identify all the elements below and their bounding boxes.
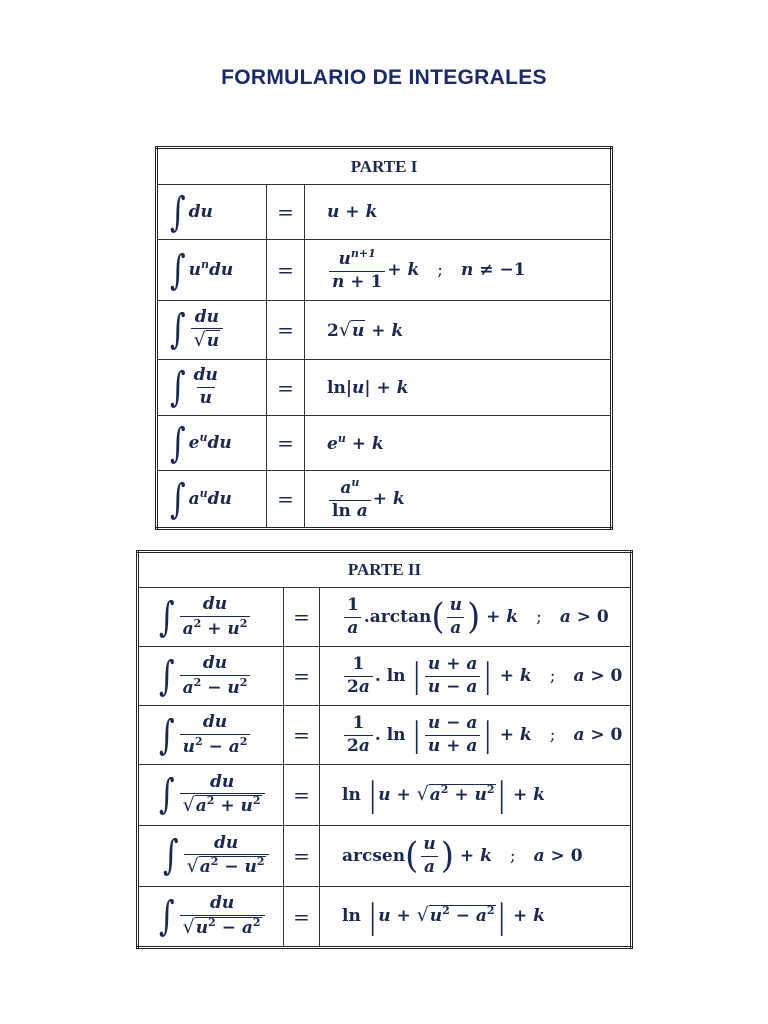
equals-sign: = (267, 185, 305, 240)
equals-sign: = (284, 765, 320, 826)
formula-row (138, 826, 632, 887)
formula-row (157, 240, 612, 301)
result-cell: 2√u + k (305, 301, 612, 360)
result-cell: $\frac{1}{2a}$ . ln | $\frac{u + a}{u - a}$ | + k ; a > 0 (320, 647, 632, 706)
formula-row (157, 185, 612, 240)
result-cell: $\frac{1}{2a}$ . ln | $\frac{u - a}{u + a}$ | + k ; a > 0 (320, 706, 632, 765)
integral-cell: ∫ $\frac{du}{u}$ (157, 360, 267, 416)
integral-cell: ∫ $a^udu$ (157, 471, 267, 529)
formula-row (157, 416, 612, 471)
formula-row (157, 301, 612, 360)
equals-sign: = (267, 471, 305, 529)
equals-sign: = (284, 706, 320, 765)
integral-cell: ∫ $\frac{du}{u^2 - a^2}$ (138, 706, 284, 765)
result-cell: ln|u| + k (305, 360, 612, 416)
parte-2-heading: PARTE II (138, 552, 632, 588)
equals-sign: = (267, 301, 305, 360)
result-cell: u + k (305, 185, 612, 240)
integral-cell: ∫ $\frac{du}{a^2 + u^2}$ (138, 588, 284, 647)
equals-sign: = (267, 416, 305, 471)
parte-1-table (155, 146, 613, 530)
formula-row (138, 765, 632, 826)
result-cell: $\frac{1}{a}$ .arctan( $\frac{u}{a}$ ) + k ; a > 0 (320, 588, 632, 647)
result-cell: arcsen( $\frac{u}{a}$ ) + k ; a > 0 (320, 826, 632, 887)
equals-sign: = (267, 240, 305, 301)
equals-sign: = (284, 588, 320, 647)
result-cell: ln | $u + √u^2 - a^2| + k$ (320, 887, 632, 948)
equals-sign: = (284, 647, 320, 706)
formula-row (138, 588, 632, 647)
integral-cell: ∫ $\frac{du}{√a^2 - u^2}$ (138, 826, 284, 887)
parte-2-header-row (138, 552, 632, 588)
page-title: FORMULARIO DE INTEGRALES (221, 66, 547, 89)
integral-cell: ∫ $\frac{du}{a^2 - u^2}$ (138, 647, 284, 706)
result-cell: $\frac{a^u}{\text{ln a}}$ + k (305, 471, 612, 529)
result-cell: $e^u + k$ (305, 416, 612, 471)
integral-cell: ∫ $u^ndu$ (157, 240, 267, 301)
formula-row (138, 647, 632, 706)
equals-sign: = (267, 360, 305, 416)
formula-row (138, 887, 632, 948)
integral-cell: ∫ $\frac{du}{√a^2 + u^2}$ (138, 765, 284, 826)
equals-sign: = (284, 887, 320, 948)
parte-1-heading: PARTE I (157, 148, 612, 185)
parte-2-table (136, 550, 633, 949)
integral-cell: ∫ $\frac{du}{√u}$ (157, 301, 267, 360)
integral-cell: ∫ $\frac{du}{√u^2 - a^2}$ (138, 887, 284, 948)
result-cell: $\frac{u^{n+1}}{n + 1}$ + k ; n ≠ −1 (305, 240, 612, 301)
formula-row (157, 360, 612, 416)
parte-1-header-row (157, 148, 612, 185)
formula-row (138, 706, 632, 765)
result-cell: ln | $u + √a^2 + u^2| + k$ (320, 765, 632, 826)
formula-row (157, 471, 612, 529)
equals-sign: = (284, 826, 320, 887)
integral-cell: ∫ du (157, 185, 267, 240)
integral-cell: ∫ $e^udu$ (157, 416, 267, 471)
